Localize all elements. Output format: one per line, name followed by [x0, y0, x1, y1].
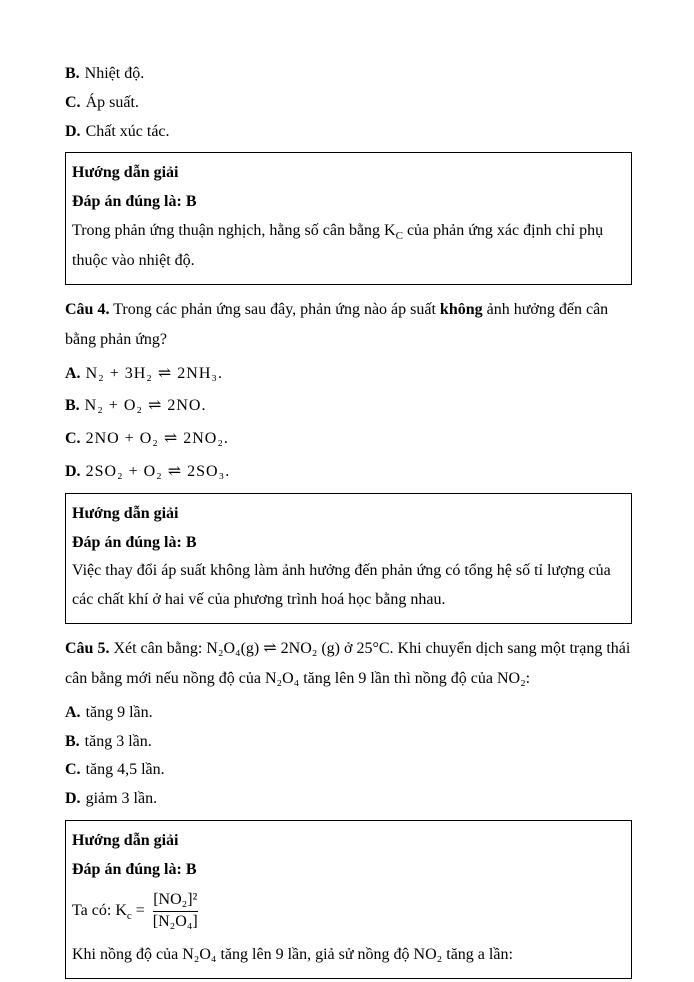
option-row-a: [65, 699, 632, 728]
option-row-b: [65, 728, 632, 757]
option-row-b: [65, 60, 632, 89]
solution-answer: Đáp án đúng là: B: [72, 533, 197, 551]
option-text: tăng 4,5 lần.: [85, 761, 165, 779]
option-label: C.: [65, 761, 81, 779]
solution-body: Việc thay đổi áp suất không làm ảnh hưởng đến phản ứng có tổng hệ số tỉ lượng của các chất khí ở hai vế của phương trình hoá học bằng nhau.: [72, 562, 611, 609]
fraction-numerator: [NO₂]²: [153, 891, 198, 909]
option-label: C.: [65, 430, 81, 448]
subscript: C: [395, 230, 403, 243]
option-text: giảm 3 lần.: [85, 790, 158, 808]
option-label: B.: [65, 65, 80, 82]
solution-body: Khi nồng độ của N₂O₄ tăng lên 9 lần, giả sử nồng độ NO₂ tăng a lần:: [72, 946, 513, 964]
question-5: Câu 5. Xét cân bằng: N₂O₄(g) ⇌ 2NO₂ (g) ở 25°C. Khi chuyển dịch sang một trạng thái cân bằng mới nếu nồng độ của N₂O₄ tăng lên 9 lần thì nồng độ của NO₂:: [65, 639, 631, 688]
emphasis-word: không: [439, 300, 483, 318]
option-equation: 2SO₂ + O₂ ⇌ 2SO₃.: [85, 462, 231, 480]
option-text: tăng 3 lần.: [84, 732, 152, 750]
equals-sign: =: [135, 902, 145, 920]
solution-title: Hướng dẫn giải: [72, 831, 179, 849]
question-label: Câu 5.: [65, 639, 110, 657]
option-equation: 2NO + O₂ ⇌ 2NO₂.: [85, 430, 229, 448]
solution-box-q5: [65, 820, 632, 979]
solution-box-q4: [65, 493, 632, 624]
subscript: c: [126, 909, 132, 922]
option-label: B.: [65, 397, 80, 415]
solution-answer: Đáp án đúng là: B: [72, 193, 197, 211]
option-row-c: [65, 425, 632, 454]
question-4: Câu 4. Trong các phản ứng sau đây, phản ứng nào áp suất không ảnh hưởng đến cân bằng phản ứng?: [65, 300, 609, 349]
option-label: D.: [65, 790, 81, 808]
solution-box-q3: [65, 152, 632, 284]
option-row-c: [65, 756, 632, 785]
option-text: tăng 9 lần.: [85, 703, 153, 721]
option-row-a: [65, 360, 632, 389]
option-text: Áp suất.: [85, 93, 139, 111]
solution-title: Hướng dẫn giải: [72, 504, 179, 522]
option-label: D.: [65, 122, 81, 140]
kc-symbol: $K_c$: [115, 901, 132, 922]
option-label: D.: [65, 462, 81, 480]
kc-formula-line: [72, 890, 621, 933]
option-text: Nhiệt độ.: [84, 65, 145, 82]
option-label: A.: [65, 703, 81, 721]
option-row-c: [65, 89, 632, 118]
option-text: Chất xúc tác.: [85, 122, 170, 140]
kc-fraction: [153, 890, 198, 933]
solution-title: Hướng dẫn giải: [72, 164, 179, 182]
question-label: Câu 4.: [65, 300, 110, 318]
option-equation: N₂ + O₂ ⇌ 2NO.: [84, 397, 207, 415]
option-row-d: [65, 458, 632, 487]
option-row-d: [65, 785, 632, 814]
option-row-d: [65, 118, 632, 147]
fraction-denominator: [N₂O₄]: [153, 911, 198, 933]
option-row-b: [65, 392, 632, 421]
option-label: A.: [65, 364, 81, 382]
option-label: C.: [65, 93, 81, 111]
formula-intro: Ta có:: [72, 902, 112, 920]
option-equation: N₂ + 3H₂ ⇌ 2NH₃.: [85, 364, 223, 382]
option-label: B.: [65, 732, 80, 750]
solution-body: Trong phản ứng thuận nghịch, hằng số cân bằng $K_C$ của phản ứng xác định chỉ phụ thuộc vào nhiệt độ.: [72, 221, 604, 269]
solution-answer: Đáp án đúng là: B: [72, 860, 197, 878]
